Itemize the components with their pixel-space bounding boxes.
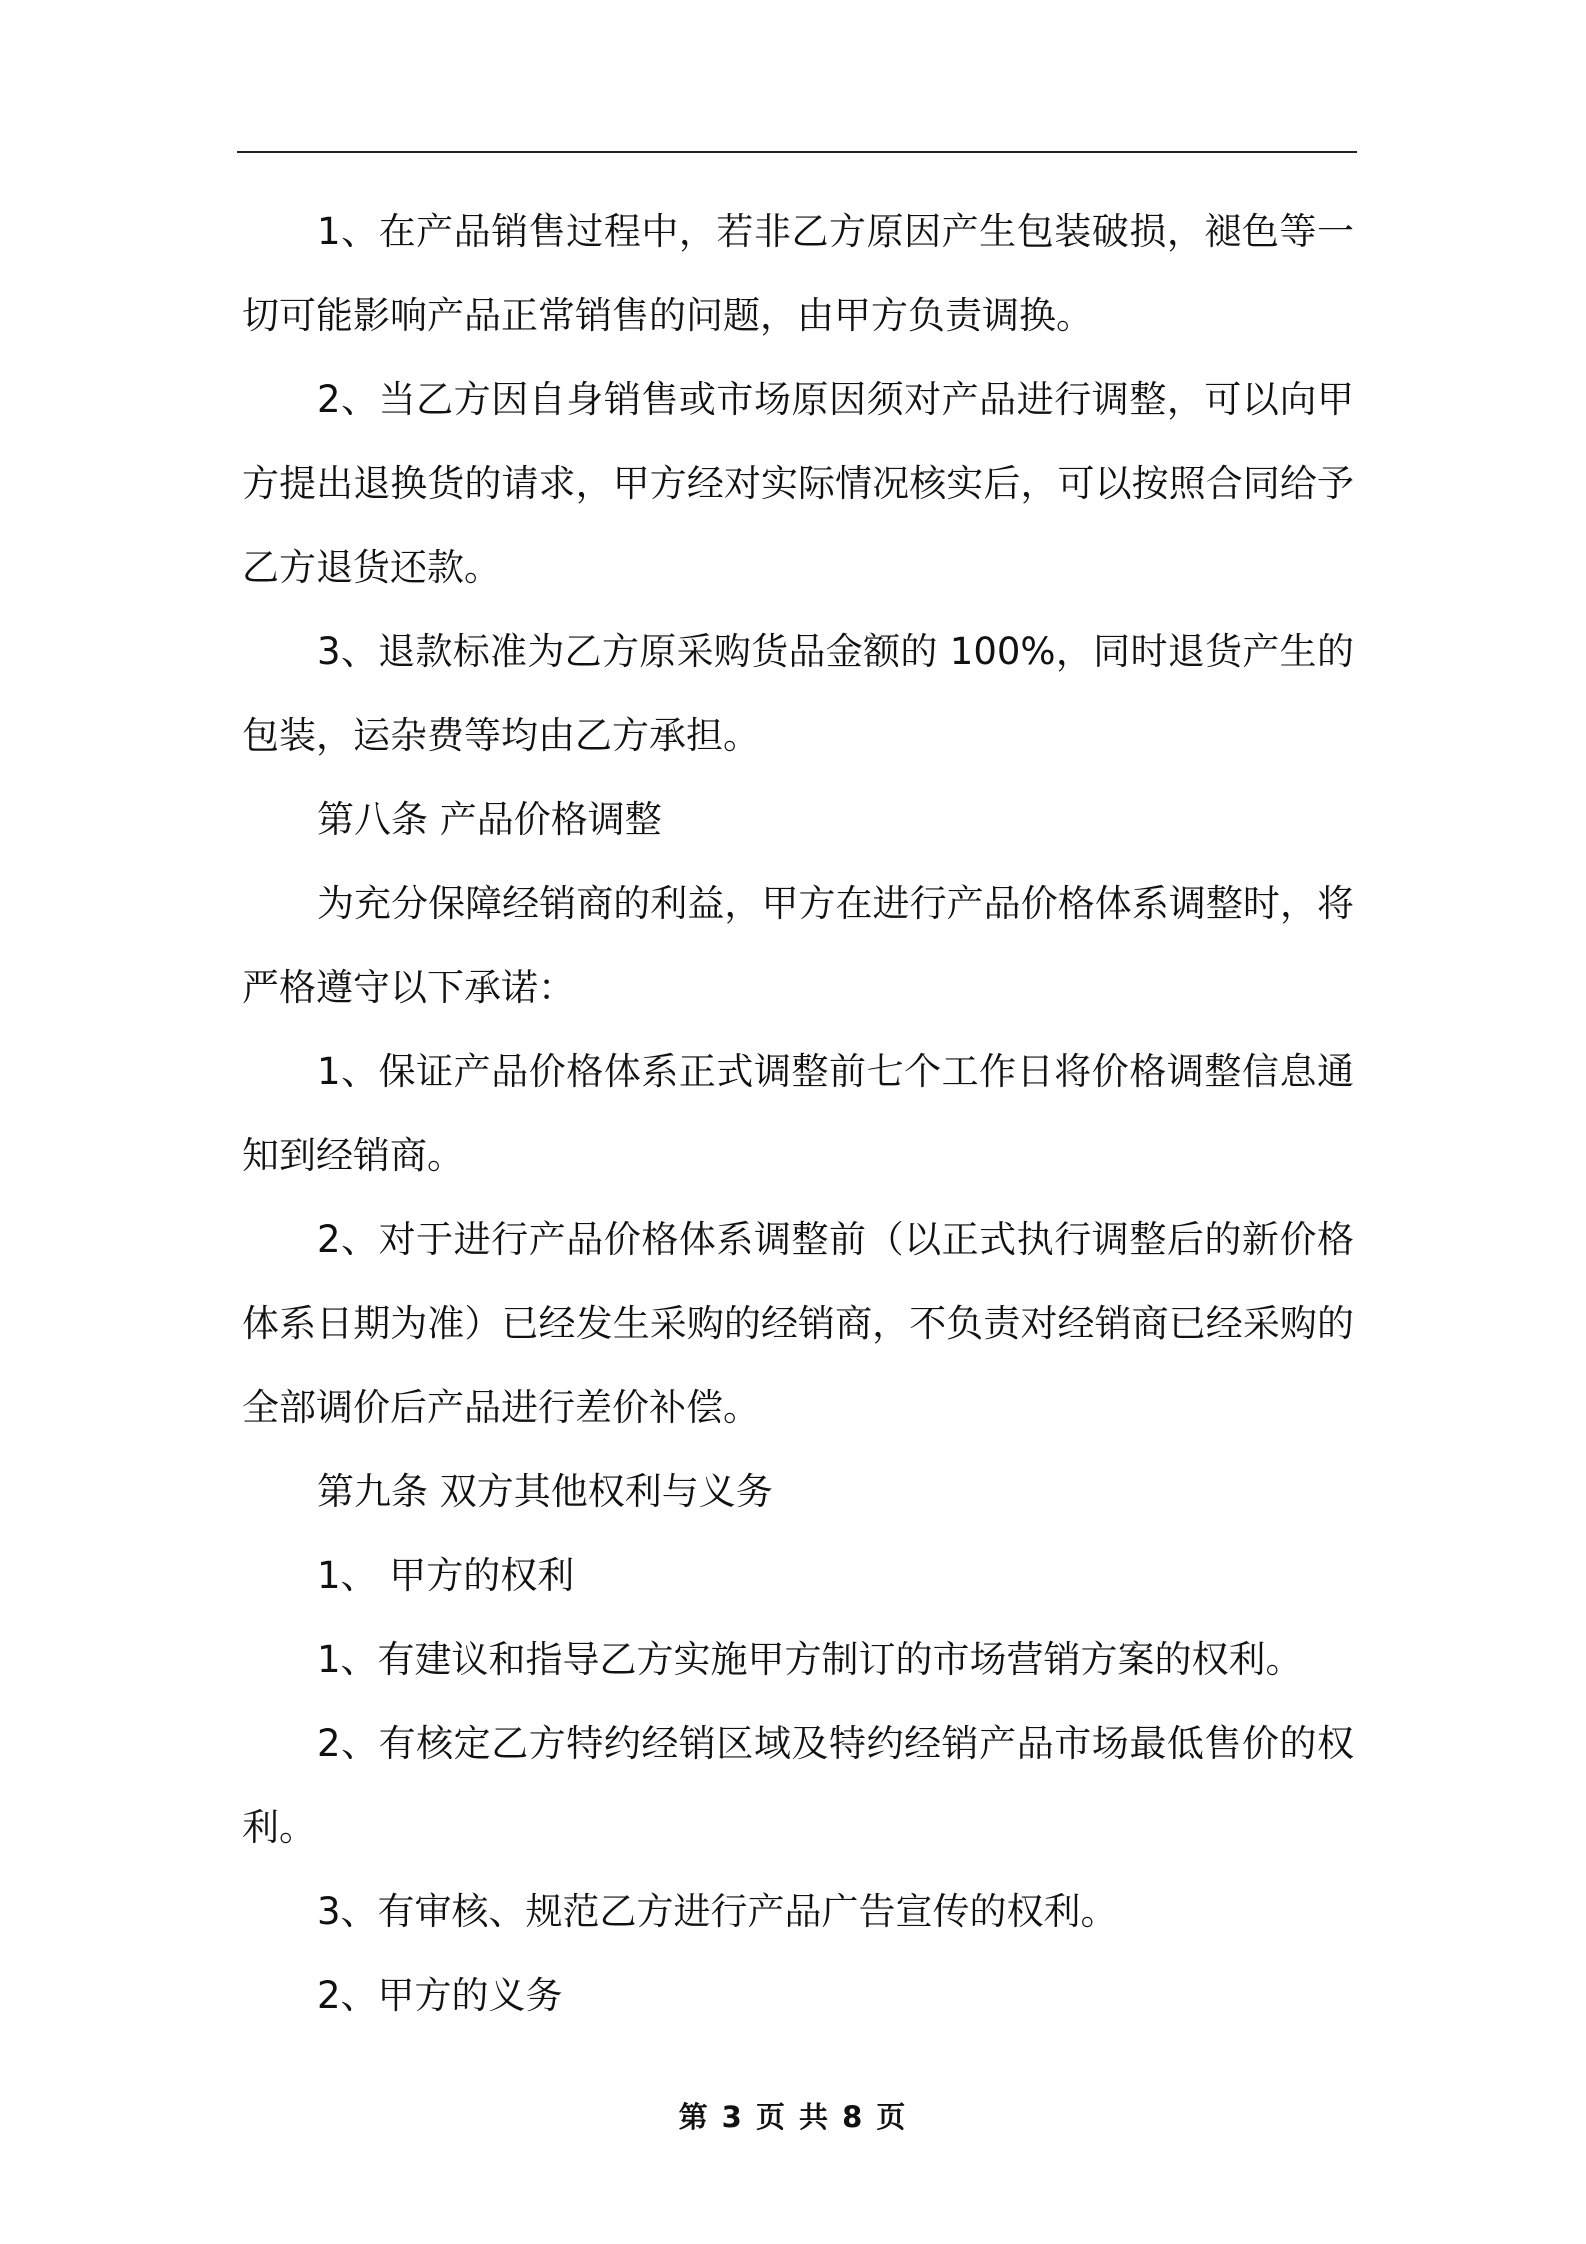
text-line: 2、对于进行产品价格体系调整前（以正式执行调整后的新价格 xyxy=(317,1218,1354,1261)
text-line: 方提出退换货的请求，甲方经对实际情况核实后，可以按照合同给予 xyxy=(242,462,1354,505)
text-line: 包装，运杂费等均由乙方承担。 xyxy=(242,714,760,757)
page-footer: 第 3 页 共 8 页 xyxy=(678,2100,908,2134)
text-line: 3、有审核、规范乙方进行产品广告宣传的权利。 xyxy=(317,1890,1118,1933)
text-line: 第八条 产品价格调整 xyxy=(317,798,662,841)
text-line: 1、在产品销售过程中，若非乙方原因产生包装破损，褪色等一 xyxy=(317,210,1354,253)
text-line: 1、有建议和指导乙方实施甲方制订的市场营销方案的权利。 xyxy=(317,1638,1303,1681)
text-line: 全部调价后产品进行差价补偿。 xyxy=(242,1386,760,1429)
text-line: 1、 甲方的权利 xyxy=(317,1554,575,1597)
text-line: 为充分保障经销商的利益，甲方在进行产品价格体系调整时，将 xyxy=(317,882,1354,925)
text-line: 体系日期为准）已经发生采购的经销商，不负责对经销商已经采购的 xyxy=(242,1302,1354,1345)
text-line: 知到经销商。 xyxy=(242,1134,464,1177)
text-line: 3、退款标准为乙方原采购货品金额的 100%，同时退货产生的 xyxy=(317,630,1354,673)
text-line: 严格遵守以下承诺： xyxy=(242,966,575,1009)
text-line: 2、有核定乙方特约经销区域及特约经销产品市场最低售价的权 xyxy=(317,1722,1354,1765)
text-line: 2、甲方的义务 xyxy=(317,1974,563,2017)
header-rule xyxy=(237,151,1357,153)
text-line: 乙方退货还款。 xyxy=(242,546,501,589)
text-line: 切可能影响产品正常销售的问题，由甲方负责调换。 xyxy=(242,294,1093,337)
text-line: 1、保证产品价格体系正式调整前七个工作日将价格调整信息通 xyxy=(317,1050,1354,1093)
text-line: 2、当乙方因自身销售或市场原因须对产品进行调整，可以向甲 xyxy=(317,378,1354,421)
text-line: 利。 xyxy=(242,1806,316,1849)
text-line: 第九条 双方其他权利与义务 xyxy=(317,1470,773,1513)
document-body xyxy=(242,190,1354,2038)
